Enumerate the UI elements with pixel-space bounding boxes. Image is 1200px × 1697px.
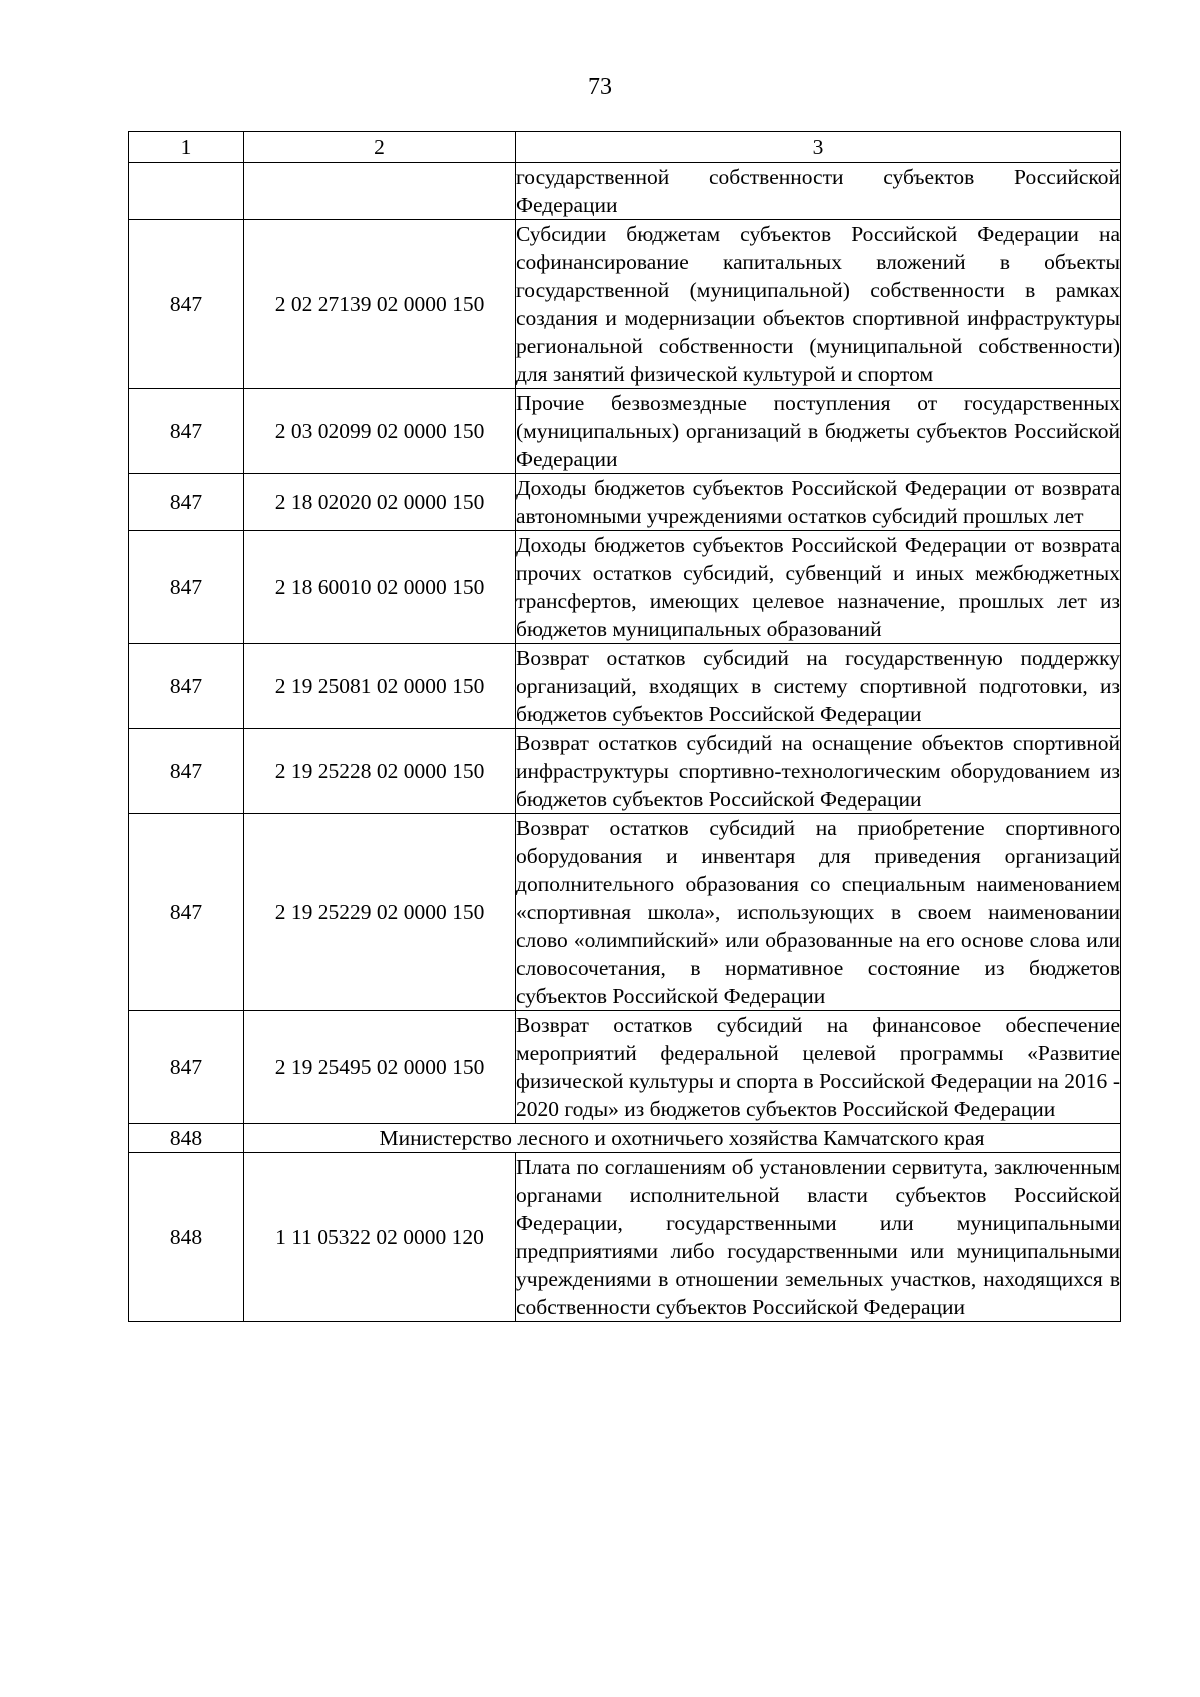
description-cell: Возврат остатков субсидий на приобретение спортивного оборудования и инвентаря для приведения организаций дополнительного образования со специальным наименованием «спортивная школа», использующих в своем наименовании слово «олимпийский» или образованные на его основе слова или словосочетания, в нормативное состояние из бюджетов субъектов Российской Федерации	[516, 814, 1121, 1011]
revenue-code-cell: 2 18 60010 02 0000 150	[244, 531, 516, 644]
table-row	[129, 389, 1121, 474]
revenue-code-cell: 2 19 25229 02 0000 150	[244, 814, 516, 1011]
description-cell: Возврат остатков субсидий на государственную поддержку организаций, входящих в систему спортивной подготовки, из бюджетов субъектов Российской Федерации	[516, 644, 1121, 729]
revenue-code-cell	[244, 163, 516, 220]
description-cell: Субсидии бюджетам субъектов Российской Федерации на софинансирование капитальных вложений в объекты государственной (муниципальной) собственности в рамках создания и модернизации объектов спортивной инфраструктуры региональной собственности (муниципальной собственности) для занятий физической культурой и спортом	[516, 220, 1121, 389]
table-row	[129, 729, 1121, 814]
description-cell: Плата по соглашениям об установлении сервитута, заключенным органами исполнительной власти субъектов Российской Федерации, государственными или муниципальными предприятиями либо государственными или муниципальными учреждениями в отношении земельных участков, находящихся в собственности субъектов Российской Федерации	[516, 1153, 1121, 1322]
ministry-title: Министерство лесного и охотничьего хозяйства Камчатского края	[244, 1124, 1121, 1153]
table-row	[129, 644, 1121, 729]
admin-code-cell: 847	[129, 389, 244, 474]
table-row	[129, 531, 1121, 644]
admin-code-cell	[129, 163, 244, 220]
column-header-2: 2	[244, 132, 516, 163]
table-row	[129, 1011, 1121, 1124]
admin-code-cell: 847	[129, 531, 244, 644]
description-cell: государственной собственности субъектов Российской Федерации	[516, 163, 1121, 220]
revenue-code-cell: 2 03 02099 02 0000 150	[244, 389, 516, 474]
admin-code-cell: 848	[129, 1124, 244, 1153]
description-cell: Возврат остатков субсидий на оснащение объектов спортивной инфраструктуры спортивно-технологическим оборудованием из бюджетов субъектов Российской Федерации	[516, 729, 1121, 814]
revenue-codes-table	[128, 131, 1121, 1322]
table-row	[129, 474, 1121, 531]
description-cell: Возврат остатков субсидий на финансовое обеспечение мероприятий федеральной целевой программы «Развитие физической культуры и спорта в Российской Федерации на 2016 - 2020 годы» из бюджетов субъектов Российской Федерации	[516, 1011, 1121, 1124]
ministry-row	[129, 1124, 1121, 1153]
revenue-code-cell: 1 11 05322 02 0000 120	[244, 1153, 516, 1322]
admin-code-cell: 847	[129, 474, 244, 531]
admin-code-cell: 847	[129, 644, 244, 729]
table-row	[129, 1153, 1121, 1322]
revenue-code-cell: 2 18 02020 02 0000 150	[244, 474, 516, 531]
column-header-3: 3	[516, 132, 1121, 163]
admin-code-cell: 847	[129, 729, 244, 814]
table-row	[129, 814, 1121, 1011]
table-row	[129, 220, 1121, 389]
description-cell: Прочие безвозмездные поступления от государственных (муниципальных) организаций в бюджеты субъектов Российской Федерации	[516, 389, 1121, 474]
revenue-code-cell: 2 19 25495 02 0000 150	[244, 1011, 516, 1124]
admin-code-cell: 847	[129, 1011, 244, 1124]
table-row	[129, 163, 1121, 220]
admin-code-cell: 847	[129, 220, 244, 389]
table-header-row	[129, 132, 1121, 163]
admin-code-cell: 847	[129, 814, 244, 1011]
description-cell: Доходы бюджетов субъектов Российской Федерации от возврата прочих остатков субсидий, субвенций и иных межбюджетных трансфертов, имеющих целевое назначение, прошлых лет из бюджетов муниципальных образований	[516, 531, 1121, 644]
revenue-code-cell: 2 19 25228 02 0000 150	[244, 729, 516, 814]
page-number: 73	[588, 74, 612, 100]
revenue-code-cell: 2 02 27139 02 0000 150	[244, 220, 516, 389]
description-cell: Доходы бюджетов субъектов Российской Федерации от возврата автономными учреждениями остатков субсидий прошлых лет	[516, 474, 1121, 531]
admin-code-cell: 848	[129, 1153, 244, 1322]
column-header-1: 1	[129, 132, 244, 163]
revenue-code-cell: 2 19 25081 02 0000 150	[244, 644, 516, 729]
